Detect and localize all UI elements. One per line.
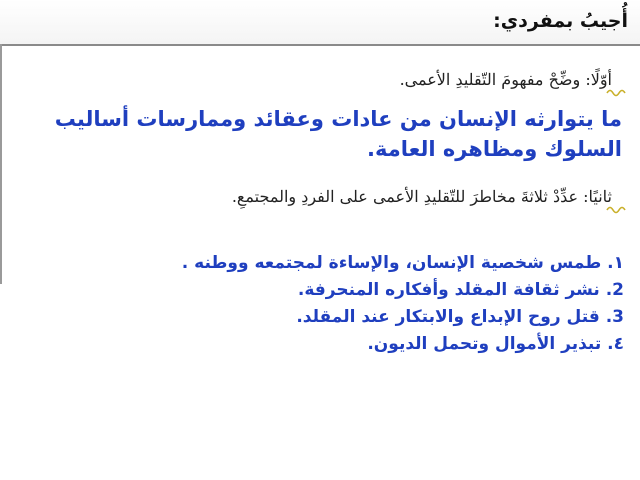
answer-2-list <box>104 250 624 358</box>
question-1: أوّلًا: وضِّحْ مفهومَ التّقليدِ الأعمى. <box>399 70 612 89</box>
list-item: 2. نشر ثقافة المقلد وأفكاره المنحرفة. <box>297 280 624 300</box>
page-title: أُجيبُ بمفردي: <box>493 10 628 32</box>
answer-1: ما يتوارثه الإنسان من عادات وعقائد وممارسات أساليب السلوك ومظاهره العامة. <box>54 107 622 161</box>
question-2: ثانيًا: عدِّدْ ثلاثةَ مخاطرَ للتّقليدِ الأعمى على الفردِ والمجتمعِ. <box>231 187 612 206</box>
list-item: 3. قتل روح الإبداع والابتكار عند المقلد. <box>296 307 624 327</box>
header-bar <box>0 0 640 46</box>
squiggle-icon <box>606 203 626 217</box>
left-border-line <box>0 44 2 284</box>
list-item: ١. طمس شخصية الإنسان، والإساءة لمجتمعه ووطنه . <box>181 253 624 273</box>
squiggle-icon <box>606 86 626 100</box>
list-item: ٤. تبذير الأموال وتحمل الديون. <box>367 334 624 354</box>
